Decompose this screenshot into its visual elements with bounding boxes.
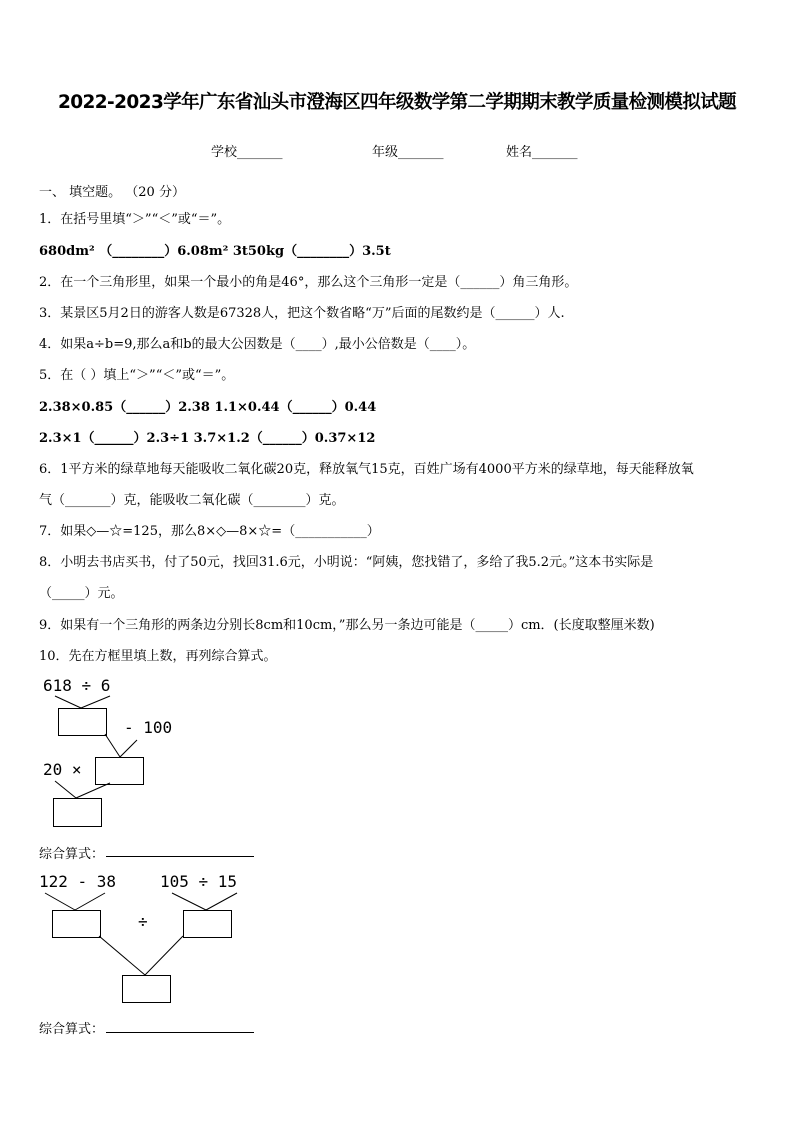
- question-5-row-1: 2.38×0.85（______）2.38 1.1×0.44（______）0.44: [39, 400, 377, 415]
- question-5-row-2: 2.3×1（______）2.3÷1 3.7×1.2（______）0.37×12: [39, 431, 376, 446]
- diagram1-answer-label: 综合算式：: [39, 847, 105, 862]
- question-3: 3．某景区5月2日的游客人数是67328人，把这个数省略“万”后面的尾数约是（______）人.: [39, 306, 565, 321]
- diagram2-right-expression: 105 ÷ 15: [160, 872, 238, 891]
- section-heading: 一、 填空题。 （20 分）: [39, 185, 185, 200]
- d1-line-box1: [105, 734, 120, 757]
- question-6: 6．1平方米的绿草地每天能吸收二氧化碳20克，释放氧气15克，百姓广场有4000平方米的绿草地，每天能释放氧: [39, 462, 694, 477]
- question-7: 7．如果◇—☆=125，那么8×◇—8×☆=（___________）: [39, 524, 380, 539]
- d2-line-122: [45, 893, 75, 910]
- diagram2-answer-label: 综合算式：: [39, 1022, 105, 1037]
- question-1: 1．在括号里填“＞”“＜”或“＝”。: [39, 212, 231, 227]
- diagram2-division-sign: ÷: [138, 912, 148, 931]
- name-field: 姓名_______: [506, 145, 578, 160]
- d2-line-105: [172, 893, 206, 910]
- d1-line-20: [55, 781, 76, 798]
- question-6-cont: 气（_______）克，能吸收二氧化碳（________）克。: [39, 493, 345, 508]
- exam-title: 2022-2023学年广东省汕头市澄海区四年级数学第二学期期末教学质量检测模拟试题: [57, 92, 737, 113]
- question-4: 4．如果a÷b=9,那么a和b的最大公因数是（____）,最小公倍数是（____）。: [39, 337, 476, 352]
- question-8: 8．小明去书店买书，付了50元，找回31.6元，小明说：“阿姨，您找错了，多给了我5.2元。”这本书实际是: [39, 555, 654, 570]
- d1-line-618: [55, 696, 81, 708]
- question-8-cont: （_____）元。: [39, 586, 124, 601]
- diagram1-minus-expression: - 100: [124, 718, 173, 737]
- d1-line-box2: [76, 783, 110, 798]
- diagram1-top-expression: 618 ÷ 6: [43, 676, 111, 695]
- question-2: 2．在一个三角形里，如果一个最小的角是46°，那么这个三角形一定是（______）角三角形。: [39, 275, 578, 290]
- question-10: 10．先在方框里填上数，再列综合算式。: [39, 649, 277, 664]
- d1-line-6: [81, 696, 110, 708]
- d2-line-38: [75, 893, 105, 910]
- diagram1-mult-expression: 20 ×: [43, 760, 82, 779]
- question-9: 9．如果有一个三角形的两条边分别长8cm和10cm，”那么另一条边可能是（_____）cm．(长度取整厘米数): [39, 618, 655, 633]
- d2-line-right-down: [145, 936, 183, 975]
- grade-field: 年级_______: [372, 145, 444, 160]
- school-field: 学校_______: [211, 145, 283, 160]
- d2-line-left-down: [99, 936, 145, 975]
- d2-line-15: [206, 893, 237, 910]
- d1-line-100: [120, 740, 137, 757]
- diagram2-left-expression: 122 - 38: [39, 872, 117, 891]
- question-1-items: 680dm² （________）6.08m² 3t50kg（________）3.5t: [39, 244, 391, 259]
- question-5: 5．在（ ）填上“＞”“＜”或“＝”。: [39, 368, 235, 383]
